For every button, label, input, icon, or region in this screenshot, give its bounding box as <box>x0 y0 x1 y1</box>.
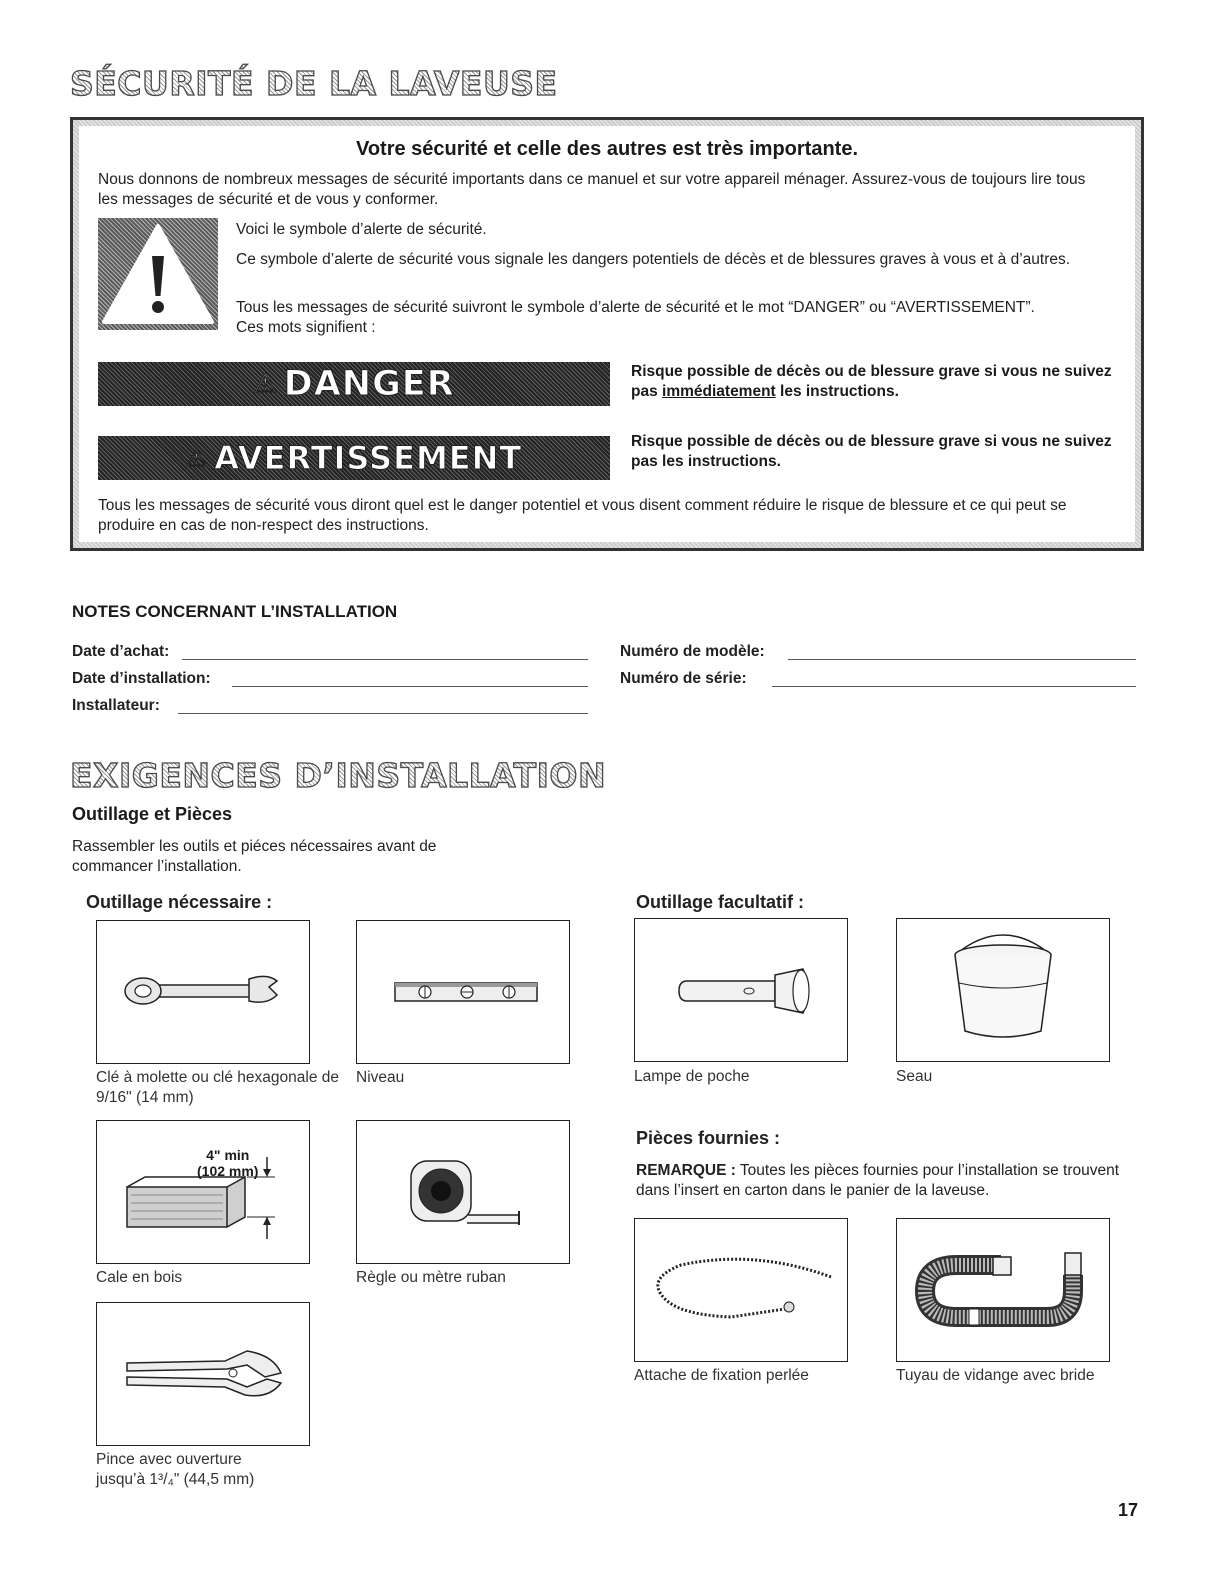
tools-intro: Rassembler les outils et piéces nécessaires avant de commancer l’installation. <box>72 838 437 875</box>
serial-number-label: Numéro de série: <box>620 670 747 687</box>
optional-tools-heading: Outillage facultatif : <box>636 892 805 912</box>
installer-label: Installateur: <box>72 697 160 714</box>
block-dimension <box>197 1147 258 1179</box>
alert-small-icon-2: ⚠ <box>185 444 209 472</box>
requirements-section-title: EXIGENCES D’INSTALLATION <box>70 756 607 795</box>
installer-line <box>178 713 588 714</box>
symbol-text-3: Tous les messages de sécurité suivront le symbole d’alerte de sécurité et le mot “DANGER” ou “AVERTISSEMENT”. Ces mots signifient : <box>236 299 1035 336</box>
block-dimension-line2: (102 mm) <box>197 1163 259 1179</box>
pliers-caption <box>96 1450 254 1490</box>
safety-footer: Tous les messages de sécurité vous diront quel est le danger potentiel et vous disent comment réduire le risque de blessure et ce qui peut se produire en cas de non-respect des instructions. <box>98 497 1067 534</box>
flashlight-illustration <box>634 918 848 1062</box>
safety-box <box>70 117 1144 551</box>
required-tools-heading: Outillage nécessaire : <box>86 892 273 912</box>
pliers-illustration <box>96 1302 310 1446</box>
warning-label: AVERTISSEMENT <box>214 439 523 477</box>
danger-banner <box>98 362 610 406</box>
warning-banner <box>98 436 610 480</box>
wrench-icon <box>97 921 309 1063</box>
model-number-label: Numéro de modèle: <box>620 643 765 660</box>
warning-description: Risque possible de décès ou de blessure grave si vous ne suivez pas les instructions. <box>631 433 1112 470</box>
danger-text-end: les instructions. <box>775 383 899 400</box>
level-icon <box>357 921 569 1063</box>
wood-block-illustration <box>96 1120 310 1264</box>
install-date-label: Date d’installation: <box>72 670 211 687</box>
pliers-caption-line1: Pince avec ouverture <box>96 1451 242 1468</box>
parts-note-text: Toutes les pièces fournies pour l’installation se trouvent dans l’insert en carton dans le panier de la laveuse. <box>636 1162 1120 1199</box>
parts-note <box>636 1161 1126 1201</box>
beaded-tie-icon <box>635 1219 847 1361</box>
serial-number-line <box>772 686 1136 687</box>
danger-description <box>631 362 1141 402</box>
beaded-tie-illustration <box>634 1218 848 1362</box>
wood-block-icon <box>97 1121 309 1263</box>
tools-heading: Outillage et Pièces <box>72 804 233 824</box>
beaded-tie-caption: Attache de fixation perlée <box>634 1367 809 1384</box>
safety-box-inner <box>79 126 1135 542</box>
pliers-icon <box>97 1303 309 1445</box>
level-illustration <box>356 920 570 1064</box>
pliers-caption-line2: jusqu’à 1³/₄" (44,5 mm) <box>96 1471 255 1488</box>
notes-heading: NOTES CONCERNANT L’INSTALLATION <box>72 602 398 621</box>
safety-heading: Votre sécurité et celle des autres est très importante. <box>355 138 859 160</box>
flashlight-icon <box>635 919 847 1061</box>
parts-heading: Pièces fournies : <box>636 1128 781 1148</box>
parts-note-label: REMARQUE : <box>636 1162 736 1179</box>
drain-hose-icon <box>897 1219 1109 1361</box>
alert-triangle-icon <box>98 218 218 330</box>
wrench-illustration <box>96 920 310 1064</box>
tape-measure-illustration <box>356 1120 570 1264</box>
purchase-date-line <box>182 659 588 660</box>
install-date-line <box>232 686 588 687</box>
page-number: 17 <box>1118 1500 1139 1520</box>
tape-measure-icon <box>357 1121 569 1263</box>
safety-intro: Nous donnons de nombreux messages de sécurité importants dans ce manuel et sur votre appareil ménager. Assurez-vous de toujours lire tous les messages de sécurité et de vous y conformer. <box>98 171 1086 208</box>
alert-small-icon: ⚠ <box>253 369 278 399</box>
danger-text-start: Risque possible de décès ou de blessure grave si vous ne suivez pas <box>631 363 1112 400</box>
symbol-text-2: Ce symbole d’alerte de sécurité vous signale les dangers potentiels de décès et de blessures graves à vous et à d’autres. <box>236 251 1071 268</box>
level-caption: Niveau <box>356 1069 405 1086</box>
flashlight-caption: Lampe de poche <box>634 1068 750 1085</box>
danger-label: DANGER <box>283 364 455 404</box>
alert-symbol-panel <box>98 218 218 330</box>
tape-measure-caption: Règle ou mètre ruban <box>356 1269 506 1286</box>
wood-block-caption: Cale en bois <box>96 1269 183 1286</box>
symbol-text-1: Voici le symbole d’alerte de sécurité. <box>236 221 487 238</box>
bucket-illustration <box>896 918 1110 1062</box>
bucket-icon <box>897 919 1109 1061</box>
block-dimension-line1: 4" min <box>206 1147 250 1163</box>
safety-section-title: SÉCURITÉ DE LA LAVEUSE <box>70 64 558 103</box>
model-number-line <box>788 659 1136 660</box>
wrench-caption: Clé à molette ou clé hexagonale de 9/16" (14 mm) <box>96 1069 339 1106</box>
bucket-caption: Seau <box>896 1068 933 1085</box>
drain-hose-caption: Tuyau de vidange avec bride <box>896 1367 1095 1384</box>
danger-text-underlined: immédiatement <box>662 383 776 400</box>
purchase-date-label: Date d’achat: <box>72 643 170 660</box>
drain-hose-illustration <box>896 1218 1110 1362</box>
